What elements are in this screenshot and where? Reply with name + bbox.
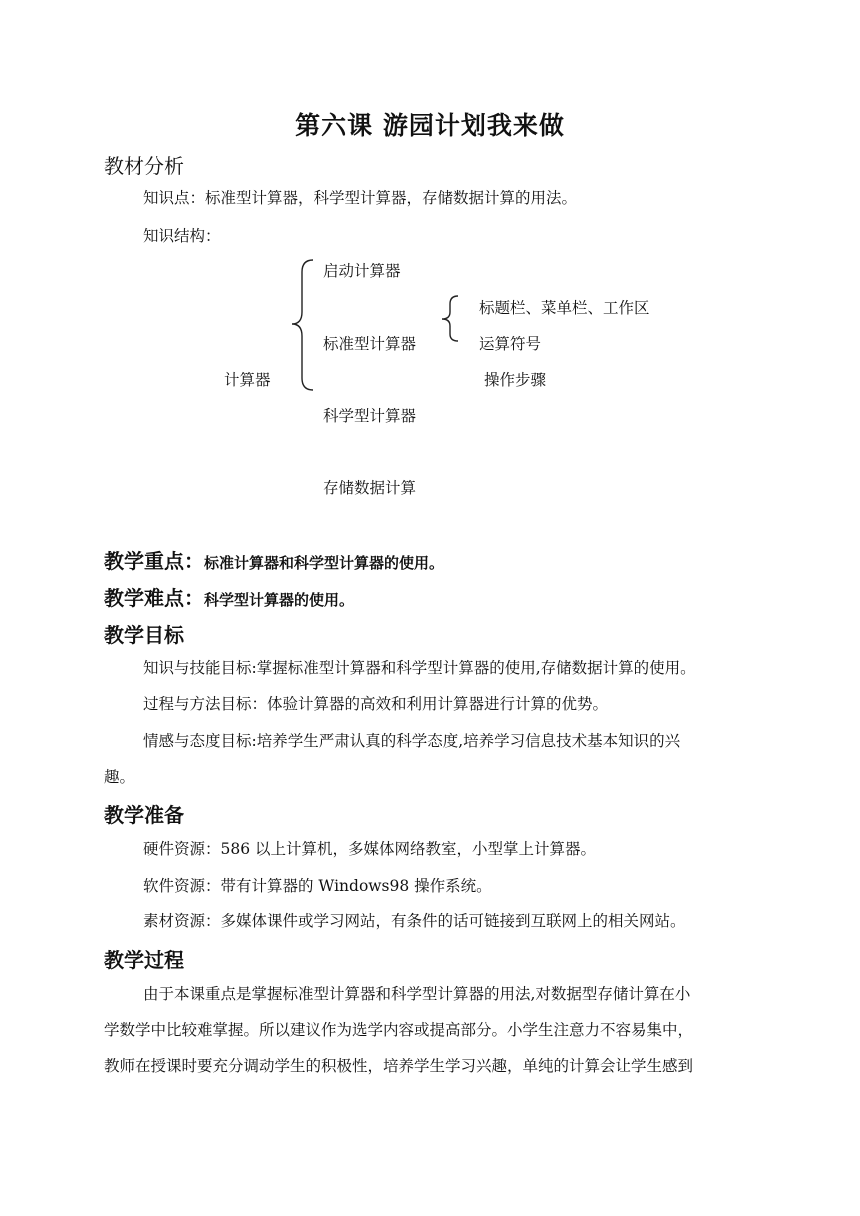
process-line: 学数学中比较难掌握。所以建议作为选学内容或提高部分。小学生注意力不容易集中， (104, 1021, 694, 1039)
objective-line: 过程与方法目标：体验计算器的高效和利用计算器进行计算的优势。 (143, 695, 609, 713)
tree-sub-item: 运算符号 (479, 335, 542, 353)
heading-analysis: 教材分析 (104, 154, 184, 178)
process-line: 教师在授课时要充分调动学生的积极性，培养学生学习兴趣，单纯的计算会让学生感到 (104, 1057, 694, 1075)
tree-item: 标准型计算器 (323, 335, 417, 353)
difficulties-text: 科学型计算器的使用。 (204, 591, 355, 609)
objective-line: 趣。 (104, 768, 136, 786)
tree-sub-item: 操作步骤 (484, 371, 547, 389)
objective-line: 知识与技能目标:掌握标准型计算器和科学型计算器的使用,存储数据计算的使用。 (143, 659, 696, 677)
tree-sub-item: 标题栏、菜单栏、工作区 (479, 299, 650, 317)
heading-objectives: 教学目标 (104, 623, 184, 647)
heading-preparation: 教学准备 (104, 803, 184, 827)
page-title: 第六课 游园计划我来做 (295, 111, 565, 140)
tree-item: 科学型计算器 (323, 407, 417, 425)
preparation-software: 软件资源：带有计算器的 Windows98 操作系统。 (143, 877, 492, 895)
tree-root: 计算器 (224, 371, 271, 389)
preparation-materials: 素材资源：多媒体课件或学习网站，有条件的话可链接到互联网上的相关网站。 (143, 912, 686, 930)
key-points-label: 教学重点： (104, 549, 204, 573)
difficulties-label: 教学难点： (104, 586, 204, 610)
heading-key-points (104, 545, 444, 574)
heading-process: 教学过程 (104, 948, 184, 972)
process-line: 由于本课重点是掌握标准型计算器和科学型计算器的用法,对数据型存储计算在小 (143, 985, 691, 1003)
tree-item: 启动计算器 (323, 262, 401, 280)
objective-line: 情感与态度目标:培养学生严肃认真的科学态度,培养学习信息技术基本知识的兴 (143, 732, 681, 750)
key-points-text: 标准计算器和科学型计算器的使用。 (204, 554, 445, 572)
knowledge-points: 知识点：标准型计算器，科学型计算器，存储数据计算的用法。 (143, 189, 578, 207)
tree-item: 存储数据计算 (323, 479, 417, 497)
heading-difficulties (104, 582, 354, 611)
preparation-hardware: 硬件资源：586 以上计算机，多媒体网络教室，小型掌上计算器。 (143, 840, 597, 858)
structure-label: 知识结构： (143, 227, 221, 245)
